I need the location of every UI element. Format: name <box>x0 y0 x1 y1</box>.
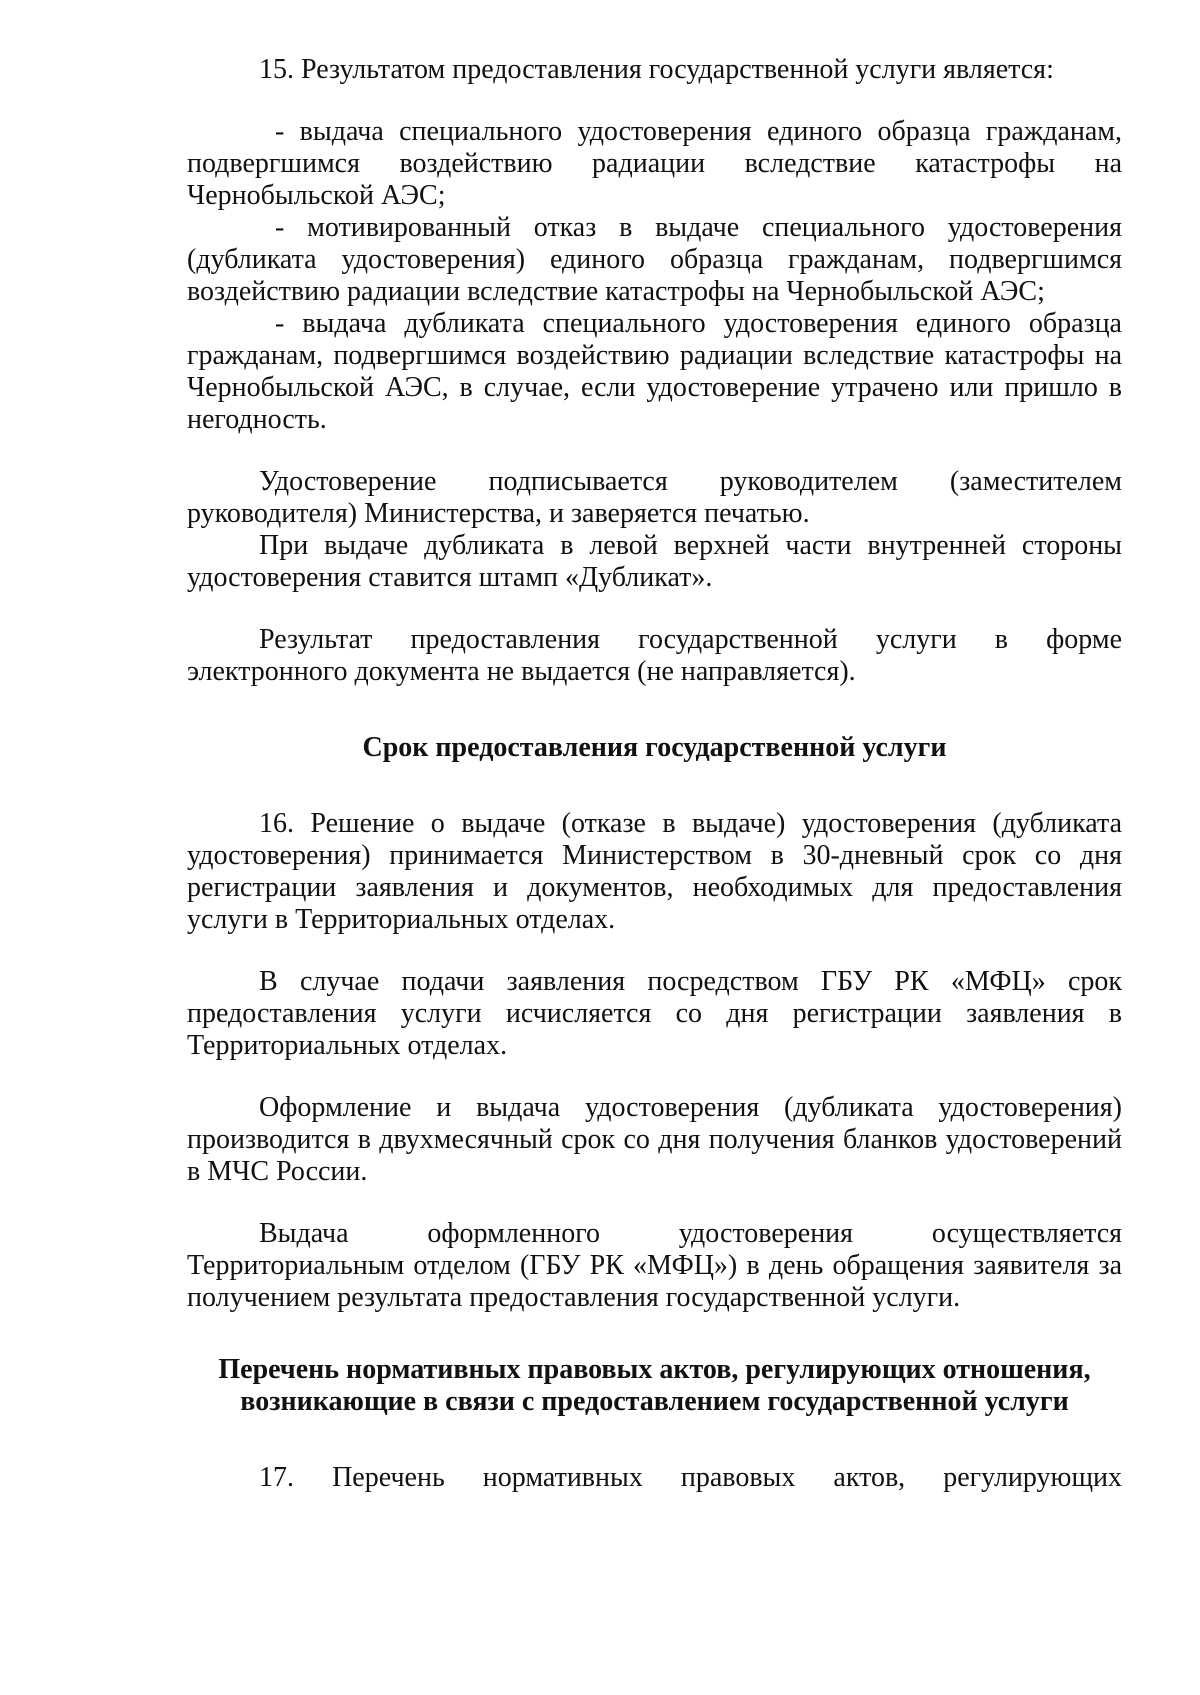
item-17-start-paragraph: 17. Перечень нормативных правовых актов, регулирующих <box>259 1462 1122 1493</box>
section-heading-acts-line-1: Перечень нормативных правовых актов, регулирующих отношения, <box>218 1354 1091 1385</box>
item-15-bullet-1: - выдача специального удостоверения единого образца гражданам, подвергшимся воздействию радиации вследствие катастрофы на Чернобыльской АЭС; <box>187 116 1122 211</box>
item-15-electronic-paragraph: Результат предоставления государственной услуги в форме электронного документа не выдается (не направляется). <box>187 624 1122 687</box>
section-heading-acts-line-2: возникающие в связи с предоставлением государственной услуги <box>240 1386 1069 1417</box>
item-15-signed-paragraph: Удостоверение подписывается руководителем (заместителем руководителя) Министерства, и заверяется печатью. <box>187 466 1122 529</box>
item-15-title: 15. Результатом предоставления государственной услуги является: <box>259 54 1054 85</box>
item-16-mfc-paragraph: В случае подачи заявления посредством ГБУ РК «МФЦ» срок предоставления услуги исчисляется со дня регистрации заявления в Территориальных отделах. <box>187 966 1122 1061</box>
item-16-registration-paragraph: Оформление и выдача удостоверения (дубликата удостоверения) производится в двухмесячный срок со дня получения бланков удостоверений в МЧС России. <box>187 1092 1122 1187</box>
document-body <box>187 54 1122 1494</box>
item-16-issue-paragraph: Выдача оформленного удостоверения осуществляется Территориальным отделом (ГБУ РК «МФЦ») в день обращения заявителя за получением результата предоставления государственной услуги. <box>187 1218 1122 1313</box>
item-15-bullet-2: - мотивированный отказ в выдаче специального удостоверения (дубликата удостоверения) единого образца гражданам, подвергшимся воздействию радиации вследствие катастрофы на Чернобыльской АЭС; <box>187 212 1122 307</box>
item-15-bullet-3: - выдача дубликата специального удостоверения единого образца гражданам, подвергшимся воздействию радиации вследствие катастрофы на Чернобыльской АЭС, в случае, если удостоверение утрачено или пришло в негодность. <box>187 308 1122 435</box>
item-15-duplicate-stamp-paragraph: При выдаче дубликата в левой верхней части внутренней стороны удостоверения ставится штамп «Дубликат». <box>187 530 1122 593</box>
section-heading-term: Срок предоставления государственной услуги <box>362 732 947 763</box>
section-heading-acts <box>187 1354 1122 1418</box>
item-16-decision-paragraph: 16. Решение о выдаче (отказе в выдаче) удостоверения (дубликата удостоверения) принимается Министерством в 30-дневный срок со дня регистрации заявления и документов, необходимых для предоставления услуги в Территориальных отделах. <box>187 808 1122 935</box>
